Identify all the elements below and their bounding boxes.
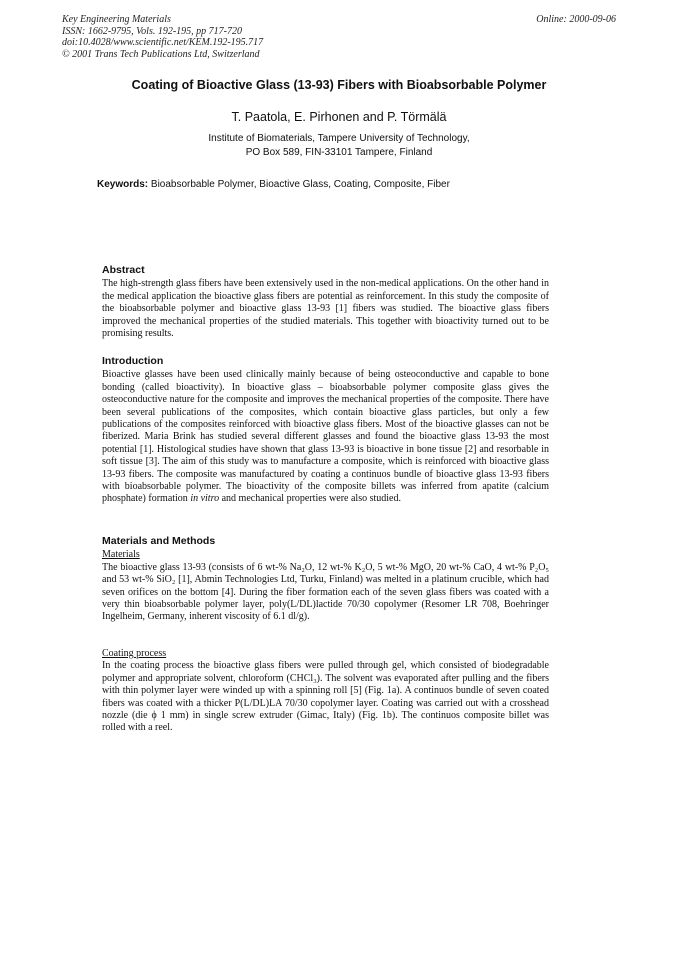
coating-text: In the coating process the bioactive glass fibers were pulled through gel, which consisted of biodegradable polymer and appropriate solvent, chloroform (CHCl₃). The solvent was evaporated after pulling and the fibers with thin polymer layer were winded up with a spinning roll [5] (Fig. 1a). A continuos bundle of seven coated fibers was coated with a thicker P(L/DL)LA 70/30 copolymer layer. Coating was carried out with a crosshead nozzle (die ϕ 1 mm) in single screw extruder (Gimac, Italy) (Fig. 1b). The continuos composite billet was rolled with a reel. <box>102 660 549 734</box>
journal-metadata <box>62 14 263 60</box>
paper-title: Coating of Bioactive Glass (13-93) Fibers with Bioabsorbable Polymer <box>131 78 547 92</box>
author-list: T. Paatola, E. Pirhonen and P. Törmälä <box>231 110 447 124</box>
introduction-text-b: and mechanical properties were also studied. <box>219 493 401 505</box>
methods-section <box>102 535 549 624</box>
abstract-section <box>102 264 549 340</box>
journal-name: Key Engineering Materials <box>62 14 171 25</box>
keywords-label: Keywords: <box>97 179 149 190</box>
introduction-text-a: Bioactive glasses have been used clinically mainly because of being osteoconductive and capable to bone bonding (called bioactivity). In bioactive glass – bioabsorbable polymer composite glass gives the osteoconductive nature for the composite and improves the mechanical properties of the composite. There have been several publications of the composites, which contain bioactive glass particles, but only a few publications of the composites reinforced with bioactive glass fibers. Most of the bioactive glasses can not be fiberized. Maria Brink has studied several different glasses and found the bioactive glass 13-93 the most potential [1]. Histological studies have shown that glass 13-93 is bioactive in bone tissue [2] and resorbable in soft tissue [3]. The aim of this study was to manufacture a composite, which is reinforced with bioactive glass 13-93 fibers. The composite was manufactured by coating a continuos bundle of bioactive glass 13-93 fibers with bioabsorbable polymer. The bioactivity of the composite billets was inferred from apatite (calcium phosphate) formation <box>102 369 549 505</box>
coating-section <box>102 648 549 735</box>
keywords <box>97 179 588 190</box>
affiliation <box>60 132 618 160</box>
coating-subheading: Coating process <box>102 648 167 659</box>
materials-subheading: Materials <box>102 549 140 561</box>
introduction-italic: in vitro <box>190 493 220 505</box>
affiliation-line-2: PO Box 589, FIN-33101 Tampere, Finland <box>245 147 433 158</box>
abstract-heading: Abstract <box>102 264 145 276</box>
doi-line: doi:10.4028/www.scientific.net/KEM.192-195.717 <box>62 37 264 48</box>
introduction-heading: Introduction <box>102 355 164 367</box>
introduction-text <box>102 369 549 505</box>
materials-text: The bioactive glass 13-93 (consists of 6 wt-% Na₂O, 12 wt-% K₂O, 5 wt-% MgO, 20 wt-% CaO, 4 wt-% P₂O₅ and 53 wt-% SiO₂ [1], Abmin Technologies Ltd, Turku, Finland) was melted in a platinum crucible, which had seven orifices on the bottom [4]. During the fiber formation each of the seven glass fibers was coated with a very thin bioabsorbable polymer layer, poly(L/DL)lactide 70/30 copolymer (Resomer LR 708, Boehringer Ingelheim, Germany, inherent viscosity of 6.1 dl/g). <box>102 561 549 623</box>
copyright-line: © 2001 Trans Tech Publications Ltd, Switzerland <box>62 48 260 60</box>
methods-heading: Materials and Methods <box>102 535 216 547</box>
keywords-text: Bioabsorbable Polymer, Bioactive Glass, Coating, Composite, Fiber <box>150 179 450 190</box>
abstract-text: The high-strength glass fibers have been extensively used in the non-medical applications. On the other hand in the medical application the bioactive glass fibers are potential as reinforcement. In this study the composite of the bioabsorbable polymer and bioactive glass 13-93 [1] fibers was studied. The bioactive glass fibers improved the mechanical properties of the studied materials. This together with bioactivity turned out to be promising results. <box>102 278 549 340</box>
affiliation-line-1: Institute of Biomaterials, Tampere University of Technology, <box>208 133 470 144</box>
introduction-section <box>102 355 549 506</box>
online-date: Online: 2000-09-06 <box>536 14 616 25</box>
issn-line: ISSN: 1662-9795, Vols. 192-195, pp 717-720 <box>62 25 242 37</box>
